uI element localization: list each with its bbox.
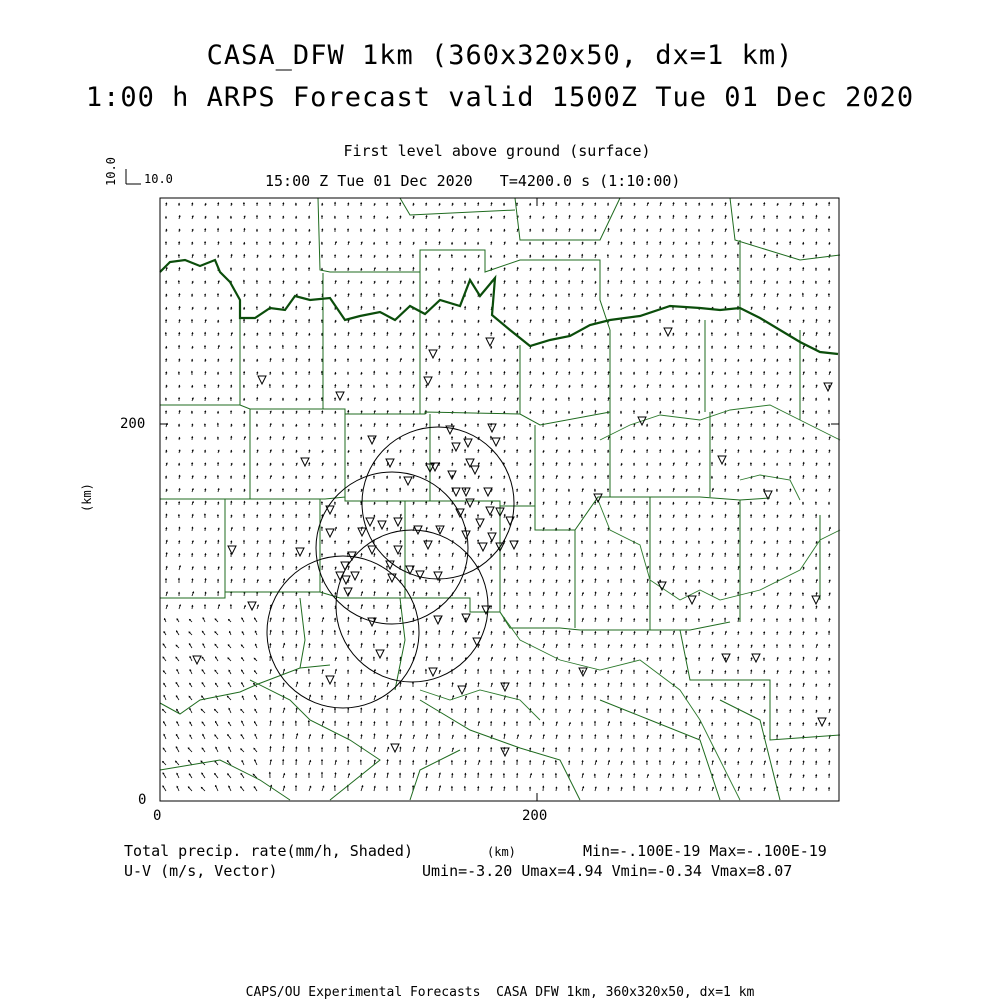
title-line-1: CASA_DFW 1km (360x320x50, dx=1 km) <box>206 40 794 71</box>
reference-vector-label-v: 10.0 <box>104 157 118 186</box>
station-markers <box>193 328 832 756</box>
valid-time-subtitle: 15:00 Z Tue 01 Dec 2020 T=4200.0 s (1:10:00) <box>265 172 681 190</box>
title-line-2: 1:00 h ARPS Forecast valid 1500Z Tue 01 Dec 2020 <box>85 82 915 113</box>
level-subtitle: First level above ground (surface) <box>343 142 651 160</box>
x-tick-200: 200 <box>522 808 548 824</box>
precip-stats: Min=-.100E-19 Max=-.100E-19 <box>583 842 827 860</box>
reference-vector-icon <box>126 169 141 184</box>
x-tick-0: 0 <box>153 808 162 824</box>
footer-credit: CAPS/OU Experimental Forecasts CASA DFW 1km, 360x320x50, dx=1 km <box>245 985 755 1000</box>
legend-wind: U-V (m/s, Vector) <box>124 862 278 880</box>
y-tick-200: 200 <box>120 416 146 432</box>
legend-precip: Total precip. rate(mm/h, Shaded) <box>124 842 413 860</box>
reference-vector-label-h: 10.0 <box>144 172 173 186</box>
wind-vector-field <box>163 202 831 791</box>
wind-stats: Umin=-3.20 Umax=4.94 Vmin=-0.34 Vmax=8.07 <box>422 862 793 880</box>
x-axis-label: (km) <box>487 845 516 859</box>
red-river-boundary <box>160 260 838 354</box>
y-axis-label: (km) <box>80 483 94 512</box>
y-tick-0: 0 <box>138 792 147 808</box>
